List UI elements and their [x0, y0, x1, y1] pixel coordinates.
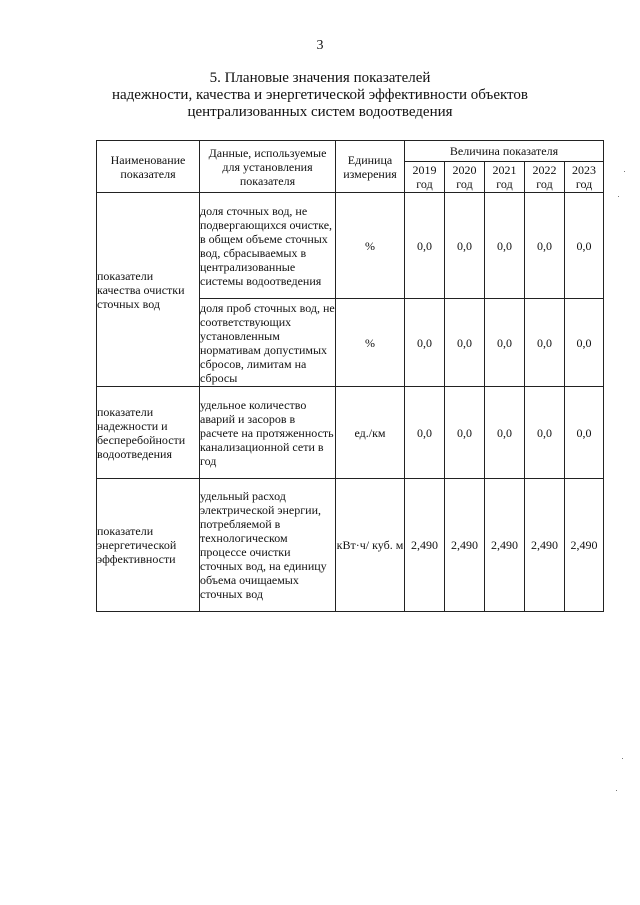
- title-line-3: централизованных систем водоотведения: [187, 104, 453, 120]
- indicator-name: показатели качества очистки сточных вод: [97, 193, 200, 387]
- header-unit: Единица измерения: [336, 141, 405, 193]
- title-line-2: надежности, качества и энергетической эффективности объектов: [111, 87, 528, 103]
- indicator-value: 0,0: [565, 387, 604, 479]
- header-year: 2020 год: [445, 162, 485, 193]
- indicator-unit: кВт·ч/ куб. м: [336, 479, 405, 612]
- indicator-value: 0,0: [485, 193, 525, 299]
- indicators-table: [96, 140, 604, 612]
- indicator-value: 0,0: [485, 299, 525, 387]
- header-value: Величина показателя: [405, 141, 604, 162]
- header-name: Наименование показателя: [97, 141, 200, 193]
- indicator-value: 0,0: [485, 387, 525, 479]
- indicator-value: 0,0: [445, 193, 485, 299]
- scan-speck: [616, 790, 617, 791]
- indicator-value: 0,0: [525, 193, 565, 299]
- indicator-value: 2,490: [525, 479, 565, 612]
- table-row: [97, 387, 604, 479]
- indicator-value: 2,490: [445, 479, 485, 612]
- indicator-name: показатели энергетической эффективности: [97, 479, 200, 612]
- indicator-description: удельное количество аварий и засоров в расчете на протяженность канализационной сети в год: [200, 387, 336, 479]
- indicator-unit: %: [336, 193, 405, 299]
- indicator-value: 2,490: [405, 479, 445, 612]
- indicator-value: 0,0: [525, 387, 565, 479]
- indicator-description: доля сточных вод, не подвергающихся очистке, в общем объеме сточных вод, сбрасываемых в централизованные системы водоотведения: [200, 193, 336, 299]
- indicator-value: 0,0: [445, 299, 485, 387]
- table-row: [97, 479, 604, 612]
- scan-speck: [618, 196, 619, 197]
- title-line-1: 5. Плановые значения показателей: [209, 70, 431, 86]
- scan-speck: [624, 171, 625, 172]
- header-year: 2023 год: [565, 162, 604, 193]
- indicator-description: доля проб сточных вод, не соответствующих установленным нормативам допустимых сбросов, лимитам на сбросы: [200, 300, 335, 385]
- header-data: Данные, используемые для установления показателя: [200, 141, 336, 193]
- indicator-value: 0,0: [445, 387, 485, 479]
- header-year: 2022 год: [525, 162, 565, 193]
- indicator-value: 0,0: [405, 299, 445, 387]
- indicator-value: 0,0: [525, 299, 565, 387]
- indicator-value: 2,490: [485, 479, 525, 612]
- document-title: [0, 70, 640, 121]
- indicator-value: 0,0: [565, 299, 604, 387]
- indicator-name: показатели надежности и бесперебойности водоотведения: [97, 387, 200, 479]
- header-year: 2021 год: [485, 162, 525, 193]
- page-number: 3: [316, 38, 324, 53]
- table-row: [97, 193, 604, 299]
- indicator-unit: ед./км: [336, 387, 405, 479]
- indicator-description: удельный расход электрической энергии, потребляемой в технологическом процессе очистки сточных вод, на единицу объема очищаемых сточных вод: [200, 479, 336, 612]
- indicator-value: 0,0: [405, 193, 445, 299]
- header-year: 2019 год: [405, 162, 445, 193]
- scan-speck: [622, 758, 623, 759]
- indicator-value: 2,490: [565, 479, 604, 612]
- indicator-value: 0,0: [405, 387, 445, 479]
- indicator-unit: %: [336, 299, 405, 387]
- indicator-value: 0,0: [565, 193, 604, 299]
